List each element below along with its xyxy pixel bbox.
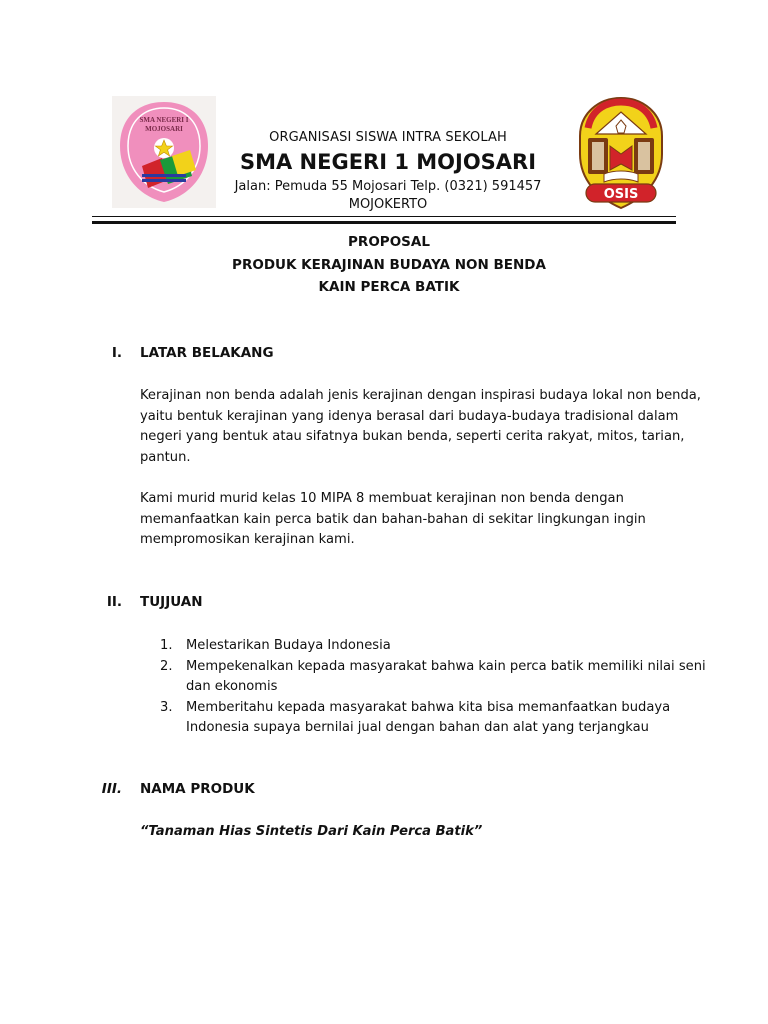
school-address: Jalan: Pemuda 55 Mojosari Telp. (0321) 591457	[234, 179, 542, 194]
svg-text:MOJOSARI: MOJOSARI	[145, 125, 183, 133]
tujuan-list	[160, 636, 706, 739]
paragraph-line: negeri yang bentuk atau sifatnya bukan benda, seperti cerita rakyat, mitos, tarian,	[140, 429, 685, 444]
osis-logo	[574, 94, 668, 212]
list-item-text: Mempekenalkan kepada masyarakat bahwa kain perca batik memiliki nilai seni	[186, 658, 706, 674]
list-item-number: 1.	[160, 638, 173, 653]
latar-belakang-paragraph-2	[140, 489, 700, 551]
section-heading-tujuan: TUJJUAN	[140, 594, 203, 610]
list-item	[160, 657, 706, 698]
paragraph-line: mempromosikan kerajinan kami.	[140, 532, 355, 547]
list-item-text: Memberitahu kepada masyarakat bahwa kita bisa memanfaatkan budaya	[186, 699, 671, 715]
section-number-1: I.	[111, 345, 122, 361]
list-item-text: Melestarikan Budaya Indonesia	[186, 638, 391, 653]
section-heading-nama-produk: NAMA PRODUK	[140, 781, 255, 797]
list-item	[160, 636, 700, 657]
paragraph-line: memanfaatkan kain perca batik dan bahan-bahan di sekitar lingkungan ingin	[140, 511, 646, 527]
letterhead-divider-thick	[92, 221, 676, 224]
paragraph-line: Kerajinan non benda adalah jenis kerajinan dengan inspirasi budaya lokal non benda,	[140, 388, 701, 403]
paragraph-line: yaitu bentuk kerajinan yang idenya berasal dari budaya-budaya tradisional dalam	[140, 408, 679, 424]
list-item-text: Indonesia supaya bernilai jual dengan bahan dan alat yang terjangkau	[186, 720, 649, 735]
proposal-product-line: KAIN PERCA BATIK	[318, 279, 460, 295]
section-number-2: II.	[106, 594, 122, 610]
section-heading-latar-belakang: LATAR BELAKANG	[140, 345, 274, 361]
proposal-title: PROPOSAL	[348, 234, 430, 250]
proposal-subtitle: PRODUK KERAJINAN BUDAYA NON BENDA	[232, 257, 546, 273]
paragraph-line: Kami murid murid kelas 10 MIPA 8 membuat kerajinan non benda dengan	[140, 491, 624, 506]
letterhead-divider-thin	[92, 216, 676, 217]
list-item-number: 2.	[160, 658, 173, 674]
list-item	[160, 698, 700, 739]
section-number-3: III.	[101, 781, 122, 797]
list-item-text: dan ekonomis	[186, 679, 278, 694]
list-item-number: 3.	[160, 699, 173, 715]
latar-belakang-paragraph-1	[140, 386, 700, 468]
osis-label: OSIS	[603, 187, 639, 202]
organization-name: ORGANISASI SISWA INTRA SEKOLAH	[269, 130, 507, 145]
svg-text:SMA NEGERI I: SMA NEGERI I	[139, 116, 189, 124]
school-city: MOJOKERTO	[348, 197, 428, 212]
paragraph-line: pantun.	[140, 449, 191, 465]
school-name: SMA NEGERI 1 MOJOSARI	[239, 150, 537, 174]
product-name: “Tanaman Hias Sintetis Dari Kain Perca Batik”	[140, 824, 483, 839]
